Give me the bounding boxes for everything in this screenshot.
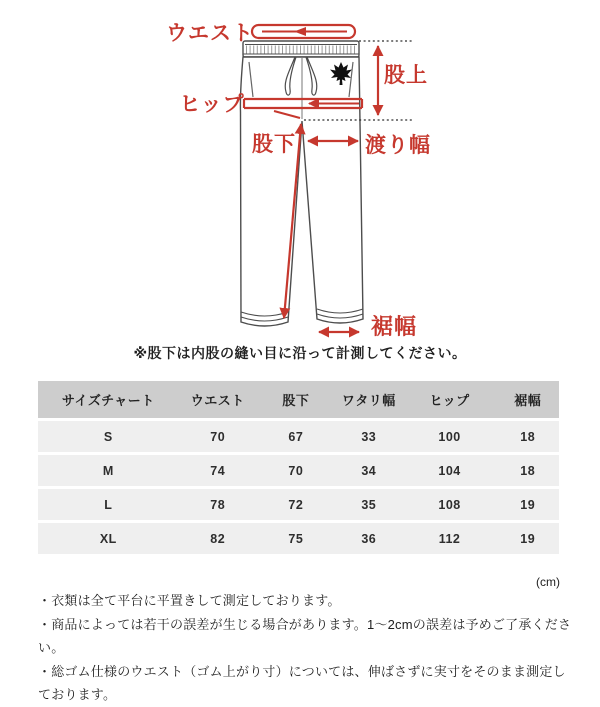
header-hem-width: 裾幅 xyxy=(496,381,559,418)
table-row-m xyxy=(38,455,559,486)
inseam-measure-note: ※股下は内股の縫い目に沿って計測してください。 xyxy=(133,345,467,361)
size-table xyxy=(38,378,559,557)
table-row-xl xyxy=(38,523,559,554)
size-table-container xyxy=(38,378,559,557)
hem-width-label: 裾幅 xyxy=(370,314,418,339)
waist-measure-arrow xyxy=(252,25,355,38)
header-thigh-width: ワタリ幅 xyxy=(335,381,403,418)
value-cell: 18 xyxy=(496,421,559,452)
pants-measurement-diagram xyxy=(0,0,600,340)
value-cell: 19 xyxy=(496,523,559,554)
value-cell: 35 xyxy=(335,489,403,520)
value-cell: 75 xyxy=(257,523,335,554)
pants-outline xyxy=(240,41,363,326)
value-cell: 74 xyxy=(179,455,257,486)
header-waist: ウエスト xyxy=(179,381,257,418)
value-cell: 19 xyxy=(496,489,559,520)
value-cell: 34 xyxy=(335,455,403,486)
value-cell: 108 xyxy=(403,489,497,520)
size-cell: M xyxy=(38,455,179,486)
hip-label: ヒップ xyxy=(179,93,245,116)
pants-waistband xyxy=(243,41,359,57)
unit-label: (cm) xyxy=(536,575,560,589)
value-cell: 78 xyxy=(179,489,257,520)
size-cell: XL xyxy=(38,523,179,554)
footnote-elastic-waist: ・総ゴム仕様のウエスト（ゴム上がり寸）については、伸ばさずに実寸をそのまま測定しております。 xyxy=(38,663,566,702)
value-cell: 33 xyxy=(335,421,403,452)
table-row-l xyxy=(38,489,559,520)
rise-label: 股上 xyxy=(384,64,428,87)
waist-label: ウエスト xyxy=(166,22,254,45)
value-cell: 112 xyxy=(403,523,497,554)
table-row-s xyxy=(38,421,559,452)
footnote-flat-measure: ・衣類は全て平台に平置きして測定しております。 xyxy=(38,593,341,608)
thigh-width-label: 渡り幅 xyxy=(365,134,431,157)
size-table-header-row xyxy=(38,381,559,418)
value-cell: 18 xyxy=(496,455,559,486)
size-cell: L xyxy=(38,489,179,520)
value-cell: 36 xyxy=(335,523,403,554)
header-inseam: 股下 xyxy=(257,381,335,418)
inseam-label: 股下 xyxy=(252,133,296,156)
footnotes xyxy=(38,589,572,707)
size-cell: S xyxy=(38,421,179,452)
value-cell: 67 xyxy=(257,421,335,452)
value-cell: 104 xyxy=(403,455,497,486)
header-size-chart: サイズチャート xyxy=(38,381,179,418)
value-cell: 70 xyxy=(179,421,257,452)
value-cell: 82 xyxy=(179,523,257,554)
value-cell: 70 xyxy=(257,455,335,486)
value-cell: 72 xyxy=(257,489,335,520)
footnote-tolerance: ・商品によっては若干の誤差が生じる場合があります。1～2cmの誤差は予めご了承ください。 xyxy=(38,616,572,655)
header-hip: ヒップ xyxy=(403,381,497,418)
value-cell: 100 xyxy=(403,421,497,452)
